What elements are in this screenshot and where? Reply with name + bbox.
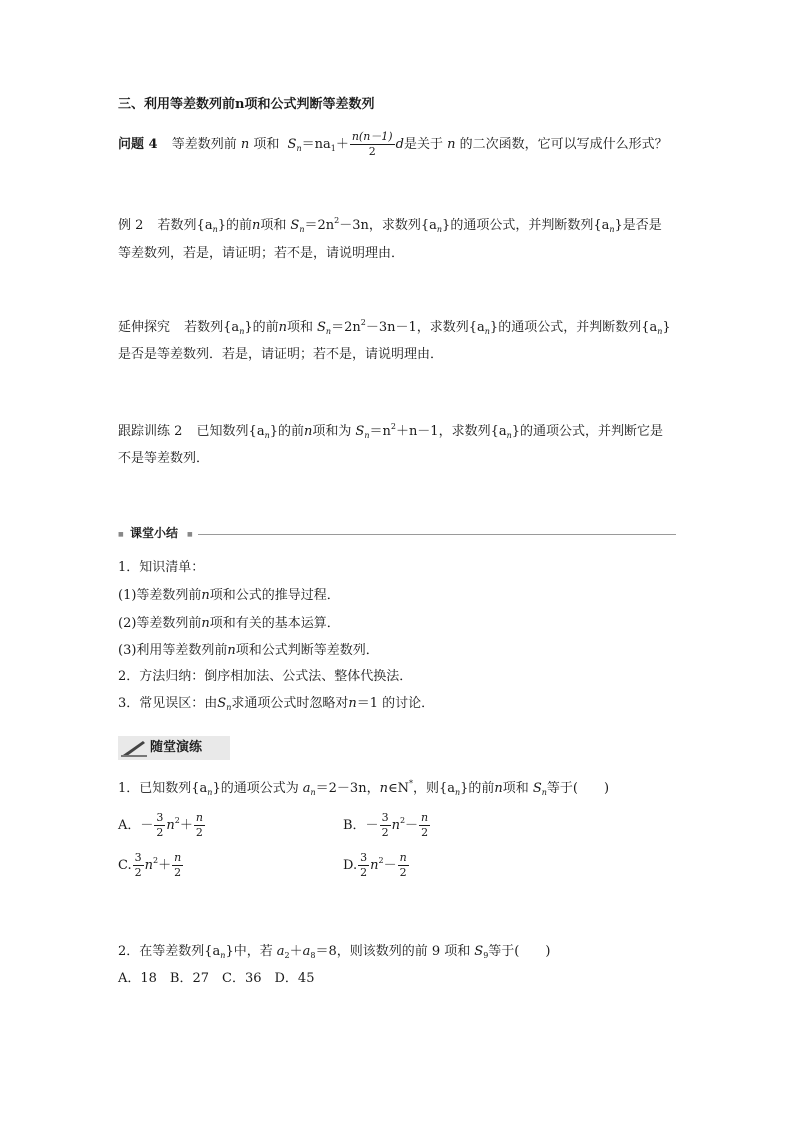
fraction	[194, 812, 205, 839]
sub-n: n	[609, 225, 615, 234]
ext-text: }的前	[244, 320, 279, 335]
fraction-numerator: n	[419, 812, 430, 826]
var-n: n	[348, 696, 357, 711]
sub-n: n	[436, 225, 443, 234]
var-n: n	[278, 320, 287, 335]
ex-text: 若数列{a	[157, 218, 213, 233]
plus-sign: ＋	[179, 818, 193, 834]
q1-option-d[interactable]	[343, 852, 410, 879]
var-n: n	[201, 616, 210, 631]
sub-n: n	[506, 431, 512, 440]
q1-text: 等于( )	[546, 781, 610, 796]
sub-n: n	[364, 431, 370, 440]
ex-text: 等差数列，若是，请证明；若不是，请说明理由．	[118, 246, 405, 261]
summary-item-2	[118, 670, 412, 683]
sub-n: n	[657, 327, 663, 336]
question-4	[118, 131, 668, 158]
practice-q2-stem	[118, 945, 550, 958]
formula-s: S	[287, 137, 297, 153]
ex-text: }的前	[217, 218, 253, 233]
summary-text: ＝1 的讨论．	[356, 696, 435, 711]
formula-fraction	[350, 131, 395, 158]
sub-n: n	[239, 327, 245, 336]
practice-banner	[118, 736, 230, 760]
fraction-denominator: 2	[381, 826, 389, 840]
ext-text: 项和	[287, 320, 314, 335]
tr-text: }的前	[269, 424, 305, 439]
fraction-numerator: n	[398, 852, 409, 866]
var-s: S	[474, 944, 484, 959]
var-n: n	[391, 818, 400, 834]
q1-text: }的通项公式为	[212, 781, 299, 796]
fraction	[133, 852, 144, 879]
bullet-icon: ■	[118, 531, 124, 538]
formula-d: d	[395, 137, 404, 153]
ext-text: ＝2n	[331, 320, 361, 335]
sub-9: 9	[483, 951, 489, 960]
summary-text: 求通项公式时忽略对	[231, 696, 349, 711]
var-a: a	[302, 944, 311, 959]
formula-sub-1: 1	[330, 144, 336, 154]
fraction-denominator: 2	[368, 145, 376, 159]
var-s: S	[355, 424, 365, 439]
training-2-line1	[118, 422, 664, 440]
var-n: n	[201, 588, 210, 603]
question-text-a: 等差数列前	[171, 137, 237, 153]
extension-line2	[118, 348, 443, 361]
question-label: 问题 4	[118, 137, 158, 153]
summary-header	[118, 527, 676, 541]
ext-text: }	[662, 320, 671, 335]
q1-option-c[interactable]	[118, 852, 184, 879]
practice-title: 随堂演练	[150, 740, 203, 755]
q2-text: 等于( )	[488, 944, 551, 959]
sub-n: n	[264, 431, 270, 440]
var-n: n	[227, 643, 236, 658]
summary-text: 项和有关的基本运算．	[209, 616, 340, 631]
summary-text: 3．常见误区：由	[118, 696, 218, 711]
var-n: n	[304, 424, 313, 439]
var-s: S	[290, 218, 300, 233]
q1-text: ∈N	[387, 781, 409, 796]
summary-text: 1．知识清单：	[118, 560, 205, 575]
summary-text: 2．方法归纳：倒序相加法、公式法、整体代换法．	[118, 669, 413, 684]
sup-star: *	[408, 779, 413, 788]
fraction-denominator: 2	[174, 866, 182, 880]
summary-title: 课堂小结	[130, 526, 179, 540]
extension-label: 延伸探究	[118, 320, 171, 335]
sub-n: n	[299, 225, 305, 234]
fraction-denominator: 2	[399, 866, 407, 880]
summary-text: 项和公式的推导过程．	[209, 588, 340, 603]
sub-n: n	[484, 327, 490, 336]
summary-item-1c	[118, 644, 379, 657]
fraction	[172, 852, 183, 879]
q1-option-b[interactable]	[343, 812, 431, 839]
fraction-numerator: 3	[358, 852, 369, 866]
sub-n: n	[212, 225, 218, 234]
q1-text: 1．已知数列{a	[118, 781, 208, 796]
q1-option-a[interactable]	[118, 812, 206, 839]
fraction-denominator: 2	[360, 866, 368, 880]
practice-q1-stem	[118, 779, 610, 797]
sup-2: 2	[378, 856, 384, 866]
q2-text: }中，若	[225, 944, 273, 959]
fraction-numerator: 3	[133, 852, 144, 866]
q2-options-text: A．18 B．27 C．36 D．45	[118, 971, 315, 986]
q1-text: }的前	[460, 781, 495, 796]
sup-2: 2	[360, 318, 366, 327]
ex-text: ＝2n	[304, 218, 335, 233]
tr-text: 不是等差数列．	[118, 451, 210, 466]
example-label: 例 2	[118, 218, 144, 233]
training-label: 跟踪训练 2	[118, 424, 183, 439]
question-var-n2: n	[447, 137, 456, 153]
var-n: n	[144, 858, 153, 874]
question-var-n: n	[240, 137, 250, 153]
fraction	[154, 812, 165, 839]
ext-text: }的通项公式，并判断数列{a	[489, 320, 658, 335]
fraction-denominator: 2	[156, 826, 164, 840]
ext-text: 是否是等差数列．若是，请证明；若不是，请说明理由．	[118, 347, 444, 362]
var-n: n	[252, 218, 261, 233]
sub-n: n	[226, 703, 232, 712]
tr-text: 已知数列{a	[196, 424, 265, 439]
practice-q2-options[interactable]	[118, 972, 314, 985]
fraction	[419, 812, 430, 839]
q1-text: ，则{a	[412, 781, 455, 796]
plus-sign: ＋	[158, 858, 172, 874]
question-text-d: 的二次函数，它可以写成什么形式？	[459, 137, 668, 153]
var-s: S	[532, 781, 542, 796]
option-label: B．－	[343, 818, 379, 834]
sup-2: 2	[390, 422, 396, 431]
fraction	[380, 812, 391, 839]
sub-2: 2	[284, 951, 290, 960]
option-label: C.	[118, 858, 132, 874]
pencil-icon	[121, 739, 147, 757]
bullet-icon: ■	[187, 531, 193, 538]
ex-text: 项和	[260, 218, 287, 233]
example-2-line1	[118, 216, 662, 234]
summary-item-1b	[118, 617, 340, 630]
summary-text: (2)等差数列前	[118, 616, 202, 631]
question-text-b: 项和	[253, 137, 280, 153]
tr-text: 项和为	[312, 424, 352, 439]
fraction	[398, 852, 409, 879]
sub-n: n	[310, 788, 316, 797]
q1-text: ＝2－3n，	[315, 781, 380, 796]
sub-n: n	[541, 788, 547, 797]
training-2-line2	[118, 452, 209, 465]
fraction-numerator: 3	[154, 812, 165, 826]
q2-text: ＋	[289, 944, 303, 959]
q2-text: ＝8，则该数列的前 9 项和	[315, 944, 471, 959]
formula-mid: ＝na	[301, 137, 331, 153]
q1-text: 项和	[502, 781, 529, 796]
option-label: D.	[343, 858, 358, 874]
sub-8: 8	[310, 951, 316, 960]
fraction-numerator: n(n－1)	[350, 131, 395, 145]
ex-text: }是否是	[614, 218, 662, 233]
fraction	[358, 852, 369, 879]
var-s: S	[317, 320, 326, 335]
var-n: n	[379, 781, 388, 796]
sup-2: 2	[153, 856, 159, 866]
minus-sign: －	[383, 858, 397, 874]
sub-n: n	[454, 788, 461, 797]
formula-sub-n: n	[296, 144, 302, 154]
sup-2: 2	[334, 216, 340, 225]
sub-n: n	[220, 951, 226, 960]
fraction-denominator: 2	[134, 866, 142, 880]
summary-text: 项和公式判断等差数列．	[235, 643, 379, 658]
var-n: n	[166, 818, 175, 834]
summary-text: (3)利用等差数列前	[118, 643, 228, 658]
formula-plus: ＋	[335, 137, 349, 153]
fraction-numerator: 3	[380, 812, 391, 826]
sub-n: n	[325, 327, 332, 336]
ext-text: －3n－1，求数列{a	[365, 320, 485, 335]
tr-text: ＝n	[369, 424, 391, 439]
option-label: A．－	[118, 818, 154, 834]
var-s: S	[217, 696, 227, 711]
q2-text: 2．在等差数列{a	[118, 944, 221, 959]
example-2-line2	[118, 247, 404, 260]
var-n: n	[494, 781, 503, 796]
question-text-c: 是关于	[403, 137, 443, 153]
fraction-numerator: n	[172, 852, 183, 866]
summary-item-1a	[118, 589, 340, 602]
var-n: n	[370, 858, 379, 874]
fraction-numerator: n	[194, 812, 205, 826]
minus-sign: －	[405, 818, 419, 834]
sup-2: 2	[174, 816, 180, 826]
section-heading-text: 三、利用等差数列前n项和公式判断等差数列	[118, 97, 375, 112]
tr-text: }的通项公式，并判断它是	[511, 424, 664, 439]
summary-item-3	[118, 697, 434, 710]
var-a: a	[276, 944, 285, 959]
summary-item-1	[118, 561, 204, 574]
fraction-denominator: 2	[421, 826, 429, 840]
summary-text: (1)等差数列前	[118, 588, 202, 603]
ex-text: }的通项公式，并判断数列{a	[442, 218, 610, 233]
sup-2: 2	[399, 816, 406, 826]
divider	[198, 534, 676, 535]
sub-n: n	[207, 788, 213, 797]
extension-line1	[118, 318, 671, 336]
var-a: a	[302, 781, 311, 796]
fraction-denominator: 2	[195, 826, 203, 840]
tr-text: ＋n－1，求数列{a	[395, 424, 507, 439]
ext-text: 若数列{a	[184, 320, 240, 335]
ex-text: －3n，求数列{a	[339, 218, 437, 233]
section-heading	[118, 98, 374, 111]
